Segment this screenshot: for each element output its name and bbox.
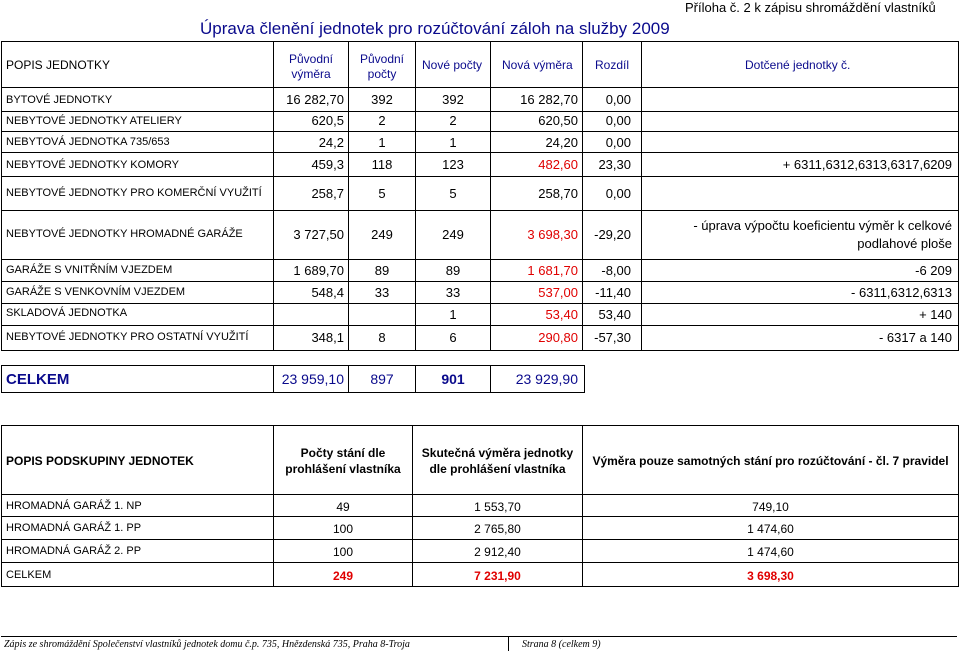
row-nove-pocty: 89 — [445, 263, 461, 278]
row-dotcene: - 6311,6312,6313 — [851, 285, 952, 300]
subgroup-name: HROMADNÁ GARÁŽ 1. PP — [6, 522, 142, 534]
subgroup-skutecna: 2 765,80 — [474, 522, 521, 536]
annex-note: Příloha č. 2 k zápisu shromáždění vlastníků — [685, 0, 936, 15]
row-nova-vymera: 258,70 — [538, 186, 578, 201]
header-rozdil: Rozdíl — [595, 58, 630, 72]
header-popis: POPIS JEDNOTKY — [6, 58, 111, 72]
row-rozdil: 0,00 — [605, 113, 631, 128]
header-dotcene: Dotčené jednotky č. — [745, 58, 851, 72]
row-name: GARÁŽE S VNITŘNÍM VJEZDEM — [6, 264, 173, 276]
header-nove-pocty: Nové počty — [422, 58, 483, 72]
row-nova-vymera: 16 282,70 — [520, 92, 578, 107]
row-nove-pocty: 1 — [449, 307, 457, 322]
row-nove-pocty: 249 — [442, 227, 464, 242]
row-nova-vymera: 537,00 — [538, 285, 578, 300]
row-puvodni-vymera: 459,3 — [311, 157, 344, 172]
row-puvodni-pocty: 33 — [374, 285, 390, 300]
subgroup-vymera: 749,10 — [752, 500, 789, 514]
header-puvodni-vymera-1: Původní — [288, 52, 334, 66]
row-puvodni-vymera: 16 282,70 — [286, 92, 344, 107]
row-puvodni-pocty: 2 — [378, 113, 386, 128]
row-rozdil: 0,00 — [605, 186, 631, 201]
row-name: SKLADOVÁ JEDNOTKA — [6, 307, 128, 319]
row-puvodni-pocty: 118 — [371, 157, 393, 172]
header2-popis: POPIS PODSKUPINY JEDNOTEK — [6, 454, 194, 468]
total-puvodni-pocty: 897 — [370, 371, 394, 387]
header-puvodni-pocty-1: Původní — [359, 52, 405, 66]
row-nova-vymera: 3 698,30 — [527, 227, 578, 242]
header2-vymera: Výměra pouze samotných stání pro rozúčtování - čl. 7 pravidel — [592, 454, 949, 468]
row-dotcene: + 140 — [919, 307, 952, 322]
row-dotcene: -6 209 — [915, 263, 952, 278]
row-puvodni-vymera: 348,1 — [311, 330, 344, 345]
subgroup-pocty: 100 — [332, 545, 354, 559]
header2-pocty-1: Počty stání dle — [300, 446, 386, 460]
row-rozdil: -57,30 — [594, 330, 631, 345]
subgroup-pocty: 49 — [336, 500, 350, 514]
row-puvodni-vymera: 548,4 — [311, 285, 344, 300]
row-puvodni-pocty: 5 — [378, 186, 386, 201]
subgroup-total-name: CELKEM — [6, 569, 52, 581]
row-name: NEBYTOVÉ JEDNOTKY PRO OSTATNÍ VYUŽITÍ — [6, 331, 249, 343]
row-dotcene: - 6317 a 140 — [878, 330, 952, 345]
row-name: NEBYTOVÉ JEDNOTKY KOMORY — [6, 159, 179, 171]
total-puvodni-vymera: 23 959,10 — [281, 371, 344, 387]
row-nova-vymera: 1 681,70 — [527, 263, 578, 278]
row-name: NEBYTOVÉ JEDNOTKY ATELIERY — [6, 115, 182, 127]
row-rozdil: 0,00 — [605, 135, 631, 150]
row-puvodni-vymera: 24,2 — [318, 135, 344, 150]
row-nove-pocty: 2 — [449, 113, 457, 128]
header2-skutecna-1: Skutečná výměra jednotky — [421, 446, 574, 460]
row-dotcene-line1: - úprava výpočtu koeficientu výměr k celkové — [693, 218, 952, 233]
row-name: NEBYTOVÉ JEDNOTKY PRO KOMERČNÍ VYUŽITÍ — [6, 187, 262, 199]
subgroup-vymera: 1 474,60 — [747, 545, 794, 559]
row-puvodni-pocty: 89 — [374, 263, 390, 278]
header-nova-vymera: Nová výměra — [502, 58, 573, 72]
row-name: NEBYTOVÉ JEDNOTKY HROMADNÉ GARÁŽE — [6, 228, 243, 240]
row-nove-pocty: 5 — [449, 186, 457, 201]
row-nova-vymera: 290,80 — [538, 330, 578, 345]
row-puvodni-pocty: 392 — [371, 92, 393, 107]
row-rozdil: 23,30 — [598, 157, 631, 172]
row-nova-vymera: 53,40 — [545, 307, 578, 322]
row-nove-pocty: 6 — [449, 330, 457, 345]
header2-pocty-2: prohlášení vlastníka — [285, 462, 401, 476]
row-nova-vymera: 482,60 — [538, 157, 578, 172]
total-label: CELKEM — [6, 371, 70, 388]
row-puvodni-vymera: 1 689,70 — [293, 263, 344, 278]
row-rozdil: -11,40 — [595, 285, 631, 300]
row-rozdil: 53,40 — [598, 307, 631, 322]
footer-page-number: Strana 8 (celkem 9) — [522, 639, 601, 650]
row-rozdil: -29,20 — [594, 227, 631, 242]
row-name: NEBYTOVÁ JEDNOTKA 735/653 — [6, 136, 170, 148]
header2-skutecna-2: dle prohlášení vlastníka — [429, 462, 566, 476]
row-rozdil: 0,00 — [605, 92, 631, 107]
units-total-row — [0, 365, 590, 395]
row-puvodni-pocty: 249 — [371, 227, 393, 242]
row-puvodni-vymera: 620,5 — [311, 113, 344, 128]
row-puvodni-vymera: 258,7 — [311, 186, 344, 201]
garage-subgroups-table — [0, 425, 960, 595]
row-nove-pocty: 1 — [449, 135, 457, 150]
row-nove-pocty: 392 — [442, 92, 464, 107]
row-dotcene: + 6311,6312,6313,6317,6209 — [782, 157, 952, 172]
subgroup-name: HROMADNÁ GARÁŽ 2. PP — [6, 545, 142, 557]
subgroup-total-skutecna: 7 231,90 — [474, 569, 521, 583]
header-puvodni-pocty-2: počty — [367, 67, 397, 81]
footer-left: Zápis ze shromáždění Společenství vlastníků jednotek domu č.p. 735, Hnězdenská 735, Praha 8-Troja — [4, 639, 410, 650]
row-puvodni-pocty: 8 — [378, 330, 386, 345]
row-nove-pocty: 33 — [445, 285, 461, 300]
subgroup-pocty: 100 — [332, 522, 354, 536]
subgroup-total-vymera: 3 698,30 — [747, 569, 794, 583]
footer-divider — [508, 637, 509, 651]
subgroup-total-pocty: 249 — [332, 569, 354, 583]
total-nova-vymera: 23 929,90 — [515, 371, 578, 387]
subgroup-vymera: 1 474,60 — [747, 522, 794, 536]
row-nova-vymera: 620,50 — [538, 113, 578, 128]
row-dotcene-line2: podlahové ploše — [857, 236, 952, 251]
row-puvodni-pocty: 1 — [378, 135, 386, 150]
subgroup-name: HROMADNÁ GARÁŽ 1. NP — [6, 500, 142, 512]
header-puvodni-vymera-2: výměra — [291, 67, 331, 81]
total-nove-pocty: 901 — [441, 371, 465, 387]
page-title: Úprava členění jednotek pro rozúčtování záloh na služby 2009 — [200, 19, 670, 38]
subgroup-skutecna: 2 912,40 — [474, 545, 521, 559]
row-nova-vymera: 24,20 — [545, 135, 578, 150]
row-name: BYTOVÉ JEDNOTKY — [6, 94, 113, 106]
row-name: GARÁŽE S VENKOVNÍM VJEZDEM — [6, 286, 186, 298]
footer-rule — [1, 636, 957, 637]
subgroup-skutecna: 1 553,70 — [474, 500, 521, 514]
row-rozdil: -8,00 — [601, 263, 631, 278]
row-puvodni-vymera: 3 727,50 — [293, 227, 344, 242]
row-nove-pocty: 123 — [442, 157, 464, 172]
